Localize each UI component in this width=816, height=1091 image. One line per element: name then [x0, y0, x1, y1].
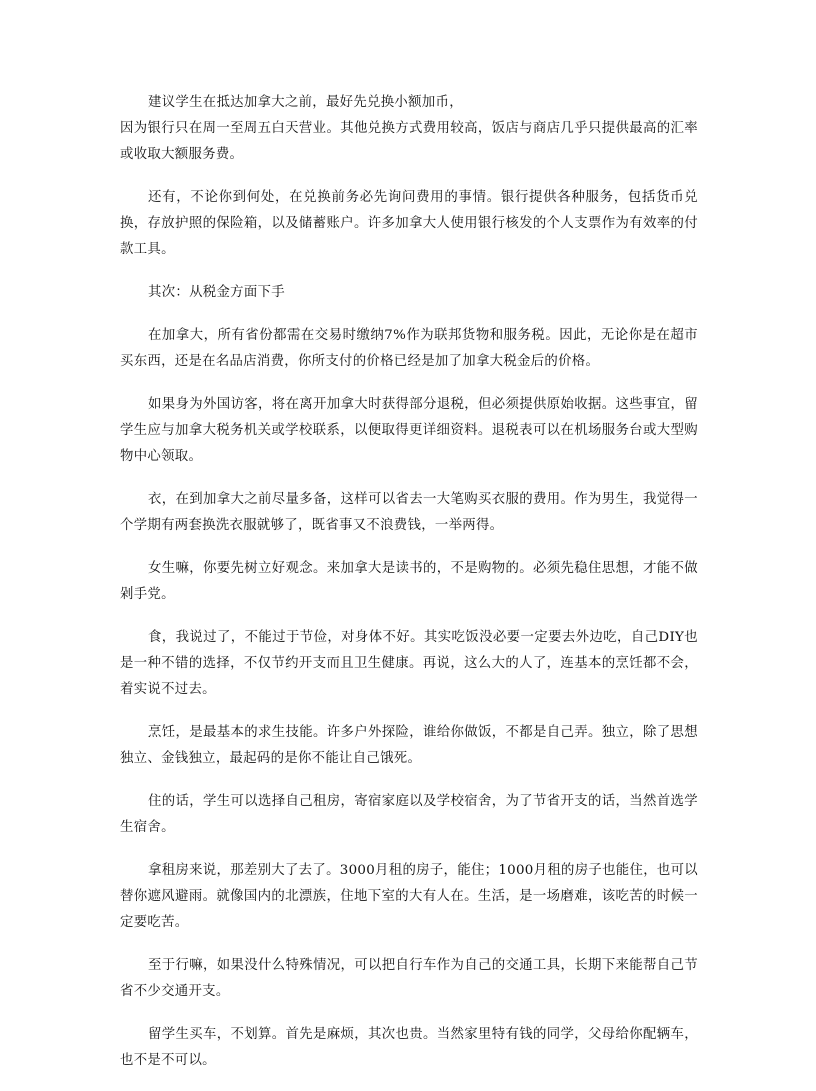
section-heading: 其次：从税金方面下手: [148, 285, 285, 300]
paragraph-rent: 拿租房来说，那差别大了去了。3000月租的房子，能住；1000月租的房子也能住，也可以替你遮风避雨。就像国内的北漂族，住地下室的大有人在。生活，是一场磨难，该吃苦的时候一定要吃苦。: [120, 863, 698, 930]
paragraph-1-line-2: 因为银行只在周一至周五白天营业。其他兑换方式费用较高，饭店与商店几乎只提供最高的汇率或收取大额服务费。: [120, 121, 698, 162]
paragraph-clothing: 衣，在到加拿大之前尽量多备，这样可以省去一大笔购买衣服的费用。作为男生，我觉得一个学期有两套换洗衣服就够了，既省事又不浪费钱，一举两得。: [120, 492, 698, 533]
paragraph-2: 还有，不论你到何处，在兑换前务必先询问费用的事情。银行提供各种服务，包括货币兑换，存放护照的保险箱，以及储蓄账户。许多加拿大人使用银行核发的个人支票作为有效率的付款工具。: [120, 190, 698, 257]
paragraph-1: [120, 90, 698, 168]
paragraph-transport: 至于行嘛，如果没什么特殊情况，可以把自行车作为自己的交通工具，长期下来能帮自己节省不少交通开支。: [120, 958, 698, 999]
paragraph-housing: 住的话，学生可以选择自己租房，寄宿家庭以及学校宿舍，为了节省开支的话，当然首选学生宿舍。: [120, 794, 698, 835]
paragraph-girls: 女生嘛，你要先树立好观念。来加拿大是读书的，不是购物的。必须先稳住思想，才能不做剁手党。: [120, 561, 698, 602]
paragraph-car: 留学生买车，不划算。首先是麻烦，其次也贵。当然家里特有钱的同学，父母给你配辆车，也不是不可以。: [120, 1027, 698, 1068]
paragraph-refund: 如果身为外国访客，将在离开加拿大时获得部分退税，但必须提供原始收据。这些事宜，留学生应与加拿大税务机关或学校联系，以便取得更详细资料。退税表可以在机场服务台或大型购物中心领取。: [120, 397, 698, 464]
paragraph-food: 食，我说过了，不能过于节俭，对身体不好。其实吃饭没必要一定要去外边吃，自己DIY也是一种不错的选择，不仅节约开支而且卫生健康。再说，这么大的人了，连基本的烹饪都不会，着实说不过去。: [120, 630, 698, 697]
document-page: [120, 90, 698, 1091]
paragraph-1-line-1: 建议学生在抵达加拿大之前，最好先兑换小额加币，: [148, 95, 463, 110]
paragraph-tax: 在加拿大，所有省份都需在交易时缴纳7%作为联邦货物和服务税。因此，无论你是在超市买东西，还是在名品店消费，你所支付的价格已经是加了加拿大税金后的价格。: [120, 328, 698, 369]
paragraph-cooking: 烹饪，是最基本的求生技能。许多户外探险，谁给你做饭，不都是自己弄。独立，除了思想独立、金钱独立，最起码的是你不能让自己饿死。: [120, 725, 698, 766]
